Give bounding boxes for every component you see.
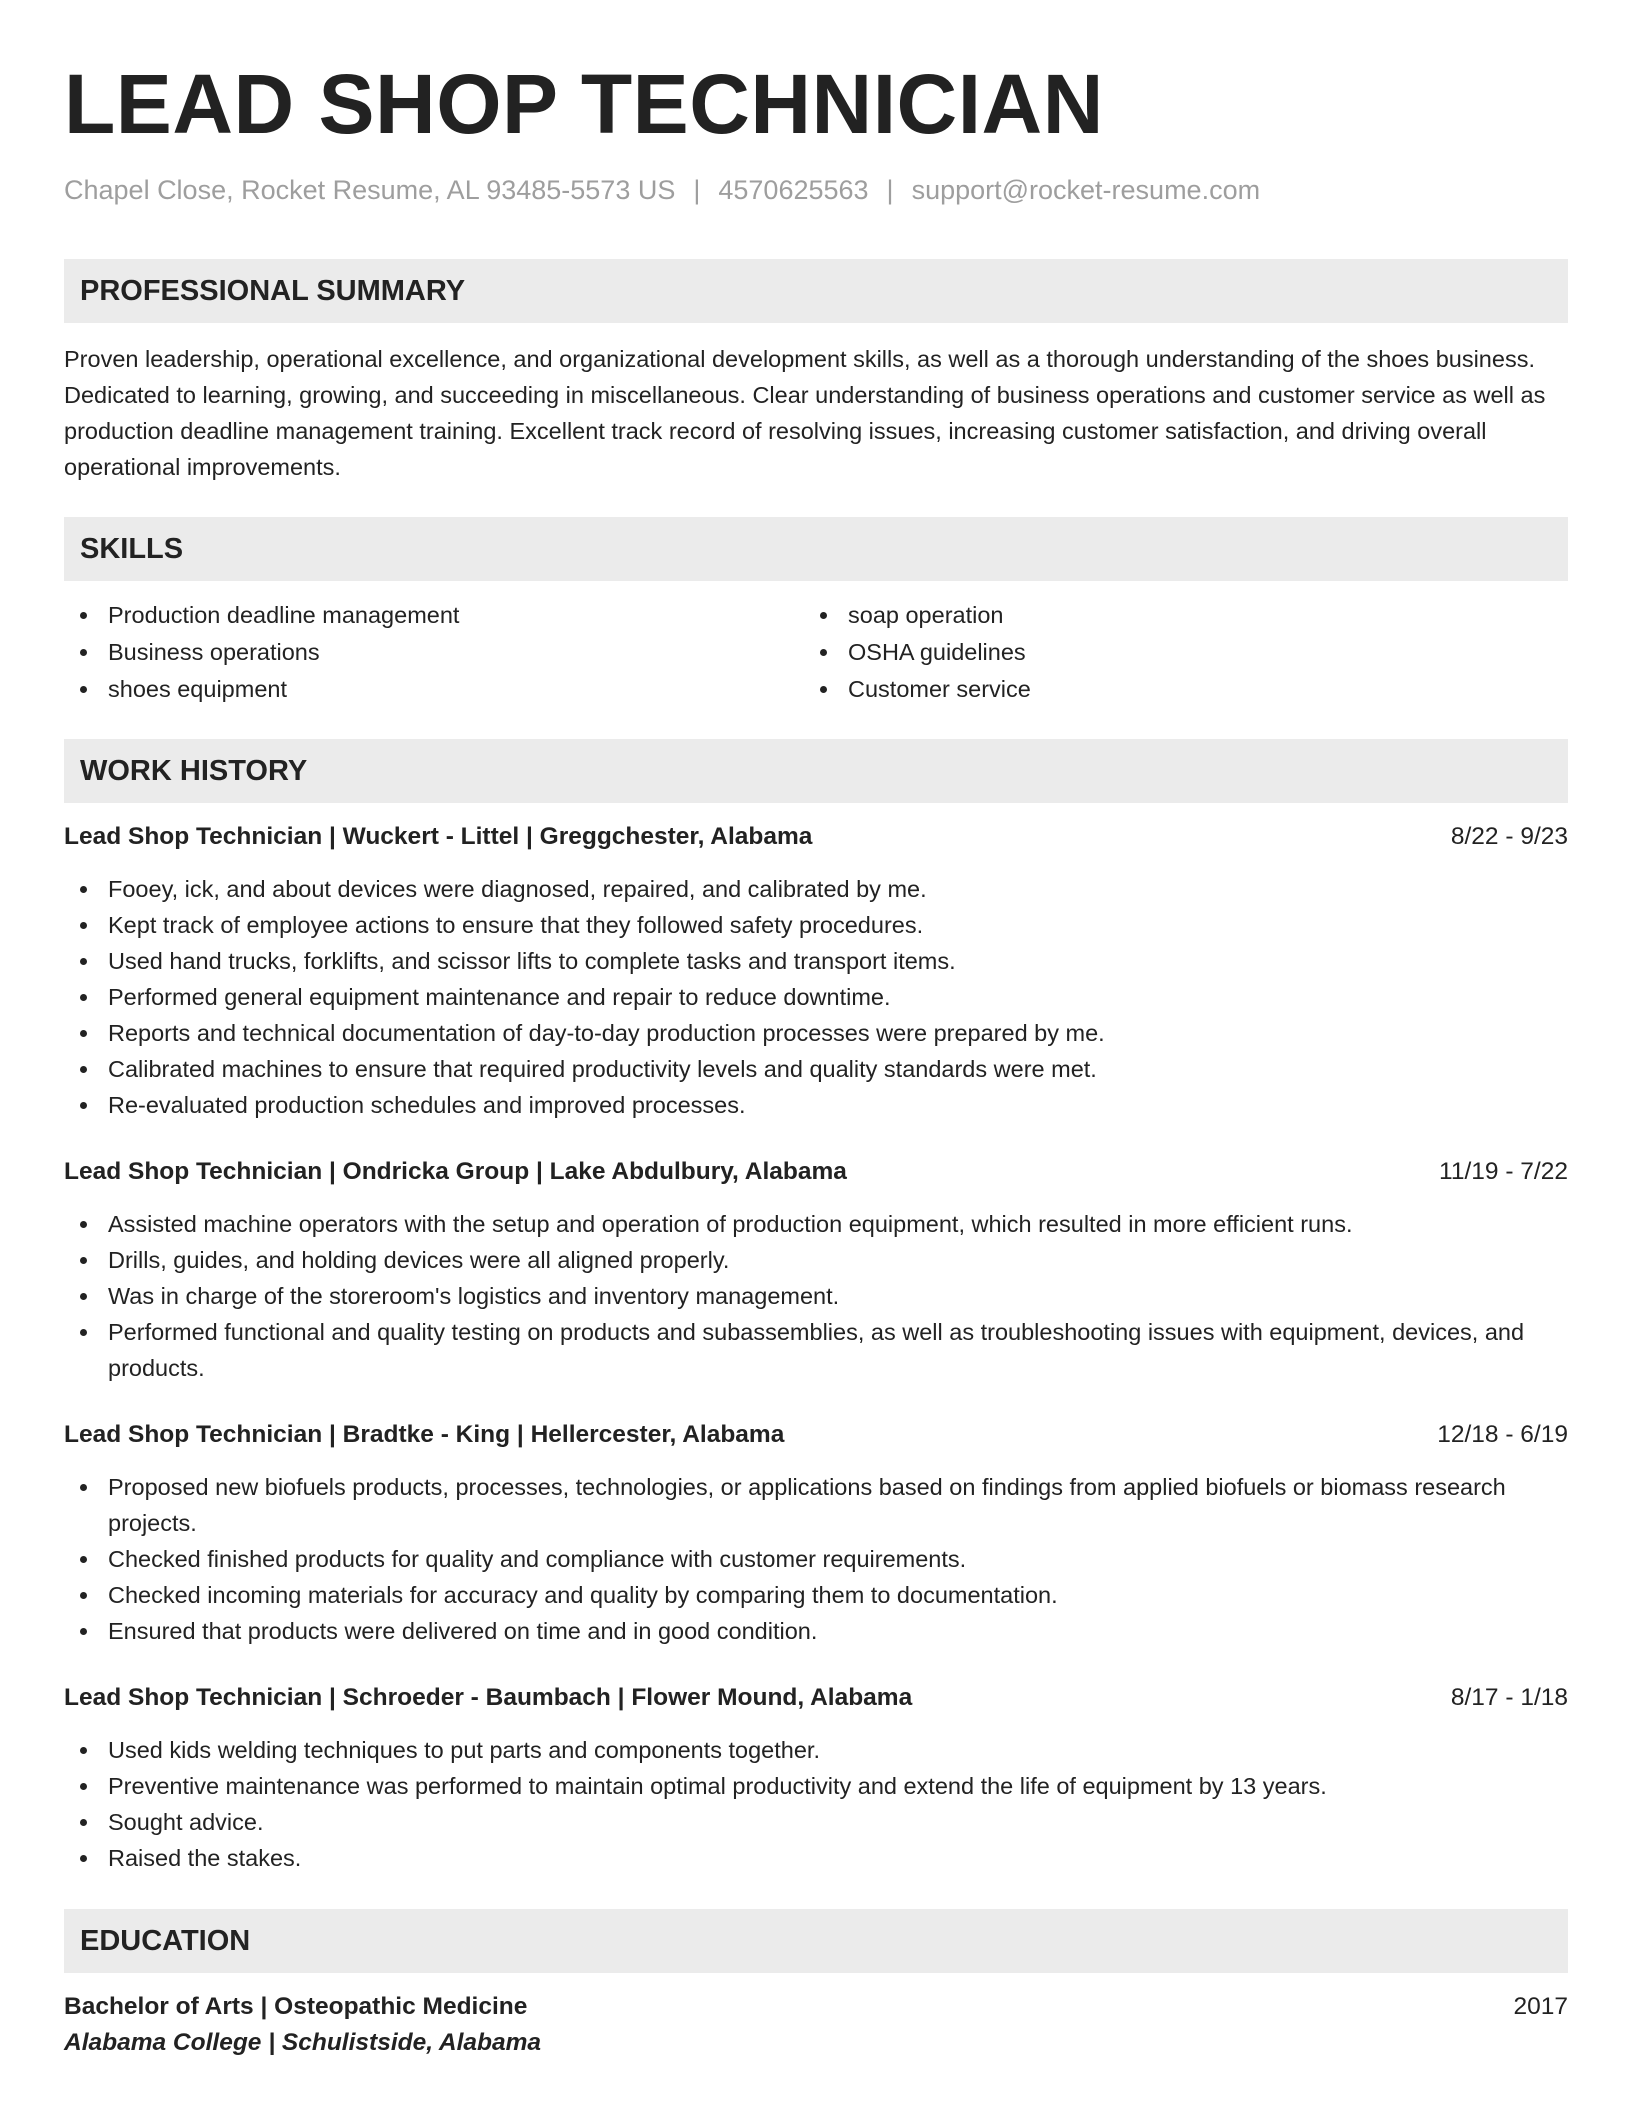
job-dates: 8/22 - 9/23: [1450, 823, 1568, 850]
job-bullet: Re-evaluated production schedules and improved processes.: [64, 1087, 1568, 1123]
job-bullets: [64, 1732, 1568, 1876]
education-school: Alabama College | Schulistside, Alabama: [64, 2029, 542, 2056]
skills-list-right: [804, 597, 1544, 708]
job-title: Lead Shop Technician | Schroeder - Baumbach | Flower Mound, Alabama: [64, 1684, 913, 1711]
contact-phone: 4570625563: [718, 175, 869, 205]
job-bullet: Assisted machine operators with the setup and operation of production equipment, which resulted in more efficient runs.: [64, 1206, 1568, 1242]
job-entry: [64, 1417, 1568, 1649]
skills-columns: [64, 597, 1568, 708]
job-bullet: Performed functional and quality testing on products and subassemblies, as well as troubleshooting issues with equipment, devices, and products.: [64, 1314, 1568, 1386]
summary-text: Proven leadership, operational excellence, and organizational development skills, as well as a thorough understanding of the shoes business. Dedicated to learning, growing, and succeeding in miscellaneous. Clear understanding of business operations and customer service as well as production deadline management training. Excellent track record of resolving issues, increasing customer satisfaction, and driving overall operational improvements.: [64, 346, 1546, 480]
education-degree: Bachelor of Arts | Osteopathic Medicine: [64, 1993, 528, 2020]
job-bullet: Checked finished products for quality and compliance with customer requirements.: [64, 1541, 1568, 1577]
job-bullet: Fooey, ick, and about devices were diagnosed, repaired, and calibrated by me.: [64, 871, 1568, 907]
skill-item: OSHA guidelines: [804, 634, 1544, 671]
work-section: [64, 739, 1568, 1876]
job-bullet: Calibrated machines to ensure that required productivity levels and quality standards were met.: [64, 1051, 1568, 1087]
job-entry: [64, 1154, 1568, 1386]
skills-heading: SKILLS: [64, 517, 1568, 581]
skill-item: Customer service: [804, 671, 1544, 708]
job-bullet: Ensured that products were delivered on time and in good condition.: [64, 1613, 1568, 1649]
skill-item: Business operations: [64, 634, 804, 671]
education-section: [64, 1909, 1568, 2061]
job-header: [64, 1680, 1568, 1716]
skill-item: soap operation: [804, 597, 1544, 634]
education-heading: EDUCATION: [64, 1909, 1568, 1973]
job-bullet: Checked incoming materials for accuracy and quality by comparing them to documentation.: [64, 1577, 1568, 1613]
resume-name: LEAD SHOP TECHNICIAN: [64, 57, 1104, 151]
job-bullet: Performed general equipment maintenance and repair to reduce downtime.: [64, 979, 1568, 1015]
job-entry: [64, 1680, 1568, 1876]
job-title: Lead Shop Technician | Wuckert - Littel | Greggchester, Alabama: [64, 823, 813, 850]
job-bullets: [64, 1469, 1568, 1649]
job-bullet: Drills, guides, and holding devices were all aligned properly.: [64, 1242, 1568, 1278]
job-bullet: Used kids welding techniques to put parts and components together.: [64, 1732, 1568, 1768]
job-title: Lead Shop Technician | Bradtke - King | Hellercester, Alabama: [64, 1421, 785, 1448]
skill-item: shoes equipment: [64, 671, 804, 708]
skills-section: [64, 517, 1568, 708]
contact-email: support@rocket-resume.com: [911, 175, 1261, 205]
summary-heading: PROFESSIONAL SUMMARY: [64, 259, 1568, 323]
job-dates: 8/17 - 1/18: [1450, 1684, 1568, 1711]
job-dates: 12/18 - 6/19: [1437, 1421, 1568, 1448]
skill-item: Production deadline management: [64, 597, 804, 634]
education-year: 2017: [1513, 1993, 1568, 2020]
job-bullets: [64, 1206, 1568, 1386]
job-dates: 11/19 - 7/22: [1439, 1158, 1568, 1185]
job-entry: [64, 819, 1568, 1123]
contact-separator: |: [693, 175, 701, 205]
contact-line: [64, 172, 1568, 208]
job-bullets: [64, 871, 1568, 1123]
job-bullet: Used hand trucks, forklifts, and scissor lifts to complete tasks and transport items.: [64, 943, 1568, 979]
job-bullet: Kept track of employee actions to ensure that they followed safety procedures.: [64, 907, 1568, 943]
job-bullet: Was in charge of the storeroom's logistics and inventory management.: [64, 1278, 1568, 1314]
summary-section: [64, 259, 1568, 485]
job-bullet: Preventive maintenance was performed to maintain optimal productivity and extend the life of equipment by 13 years.: [64, 1768, 1568, 1804]
contact-separator: |: [886, 175, 894, 205]
contact-address: Chapel Close, Rocket Resume, AL 93485-5573 US: [64, 175, 676, 205]
job-bullet: Reports and technical documentation of day-to-day production processes were prepared by me.: [64, 1015, 1568, 1051]
job-header: [64, 819, 1568, 855]
job-bullet: Raised the stakes.: [64, 1840, 1568, 1876]
job-header: [64, 1417, 1568, 1453]
skills-list-left: [64, 597, 804, 708]
job-bullet: Sought advice.: [64, 1804, 1568, 1840]
education-header: [64, 1989, 1568, 2025]
job-bullet: Proposed new biofuels products, processes, technologies, or applications based on findings from applied biofuels or biomass research projects.: [64, 1469, 1568, 1541]
job-title: Lead Shop Technician | Ondricka Group | Lake Abdulbury, Alabama: [64, 1158, 847, 1185]
job-header: [64, 1154, 1568, 1190]
work-heading: WORK HISTORY: [64, 739, 1568, 803]
